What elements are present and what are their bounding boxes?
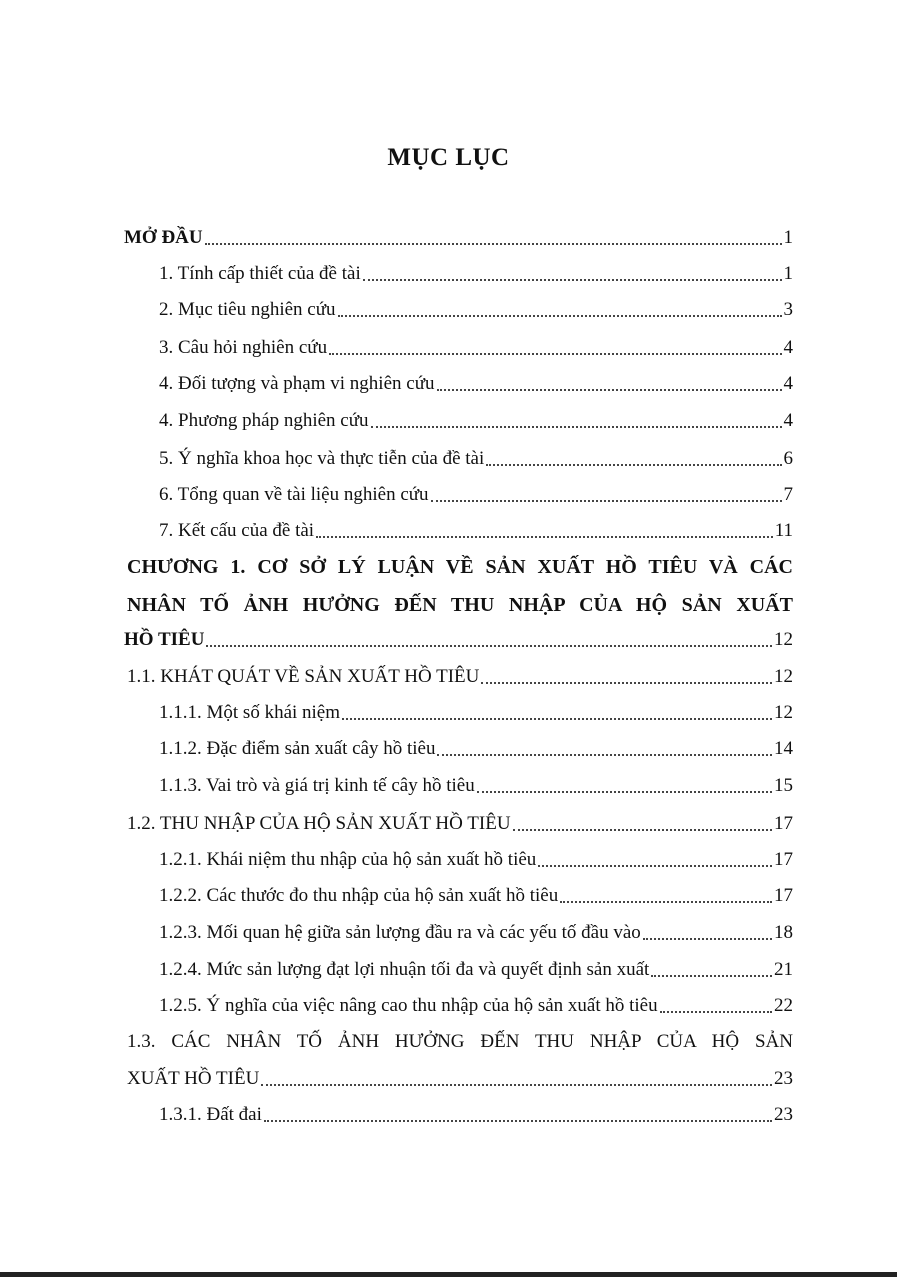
toc-page-number: 18 (774, 922, 793, 943)
toc-entry[interactable] (124, 226, 793, 250)
leader-dots (513, 828, 772, 831)
toc-entry[interactable] (127, 665, 793, 689)
leader-dots (481, 681, 772, 684)
toc-entry-text: 1.2.1. Khái niệm thu nhập của hộ sản xuất hồ tiêu (159, 849, 537, 870)
toc-entry[interactable] (159, 447, 793, 471)
leader-dots (371, 425, 782, 428)
leader-dots (560, 900, 772, 903)
toc-page-number: 23 (774, 1104, 793, 1125)
toc-entry-text: 1.1. KHÁT QUÁT VỀ SẢN XUẤT HỒ TIÊU (127, 666, 480, 687)
toc-page-number: 7 (783, 484, 793, 505)
leader-dots (660, 1010, 772, 1013)
toc-page-number: 23 (774, 1068, 793, 1089)
leader-dots (651, 974, 772, 977)
toc-entry[interactable] (159, 409, 793, 433)
section-heading-line[interactable]: 1.3. CÁC NHÂN TỐ ẢNH HƯỞNG ĐẾN THU NHẬP CỦA HỘ SẢN (127, 1031, 793, 1052)
toc-page-number: 12 (774, 629, 793, 650)
toc-entry[interactable] (159, 483, 793, 507)
leader-dots (338, 314, 782, 317)
toc-page-number: 21 (774, 959, 793, 980)
toc-page-number: 1 (783, 227, 793, 248)
toc-entry-text: XUẤT HỒ TIÊU (127, 1068, 260, 1089)
leader-dots (437, 388, 782, 391)
toc-entry[interactable] (159, 372, 793, 396)
leader-dots (486, 463, 781, 466)
toc-entry-text: 4. Phương pháp nghiên cứu (159, 410, 369, 431)
toc-entry[interactable] (159, 921, 793, 945)
toc-page-number: 17 (774, 813, 793, 834)
leader-dots (643, 937, 772, 940)
toc-page-number: 1 (783, 263, 793, 284)
leader-dots (538, 864, 772, 867)
toc-page-number: 12 (774, 702, 793, 723)
page-title: MỤC LỤC (387, 144, 510, 171)
leader-dots (261, 1083, 772, 1086)
toc-entry-text: 1.2. THU NHẬP CỦA HỘ SẢN XUẤT HỒ TIÊU (127, 813, 511, 834)
toc-entry[interactable] (159, 262, 793, 286)
toc-entry-text: 1.3.1. Đất đai (159, 1104, 262, 1125)
toc-page-number: 17 (774, 885, 793, 906)
toc-entry-text: 1.2.2. Các thước đo thu nhập của hộ sản xuất hồ tiêu (159, 885, 559, 906)
toc-entry-text: 4. Đối tượng và phạm vi nghiên cứu (159, 373, 435, 394)
leader-dots (342, 717, 772, 720)
leader-dots (206, 644, 772, 647)
leader-dots (431, 499, 782, 502)
toc-entry[interactable] (159, 884, 793, 908)
toc-page-number: 15 (774, 775, 793, 796)
toc-entry-text: 1. Tính cấp thiết của đề tài (159, 263, 361, 284)
toc-entry[interactable] (159, 701, 793, 725)
toc-entry[interactable] (127, 812, 793, 836)
toc-entry[interactable] (159, 519, 793, 543)
chapter-heading-line[interactable]: NHÂN TỐ ẢNH HƯỞNG ĐẾN THU NHẬP CỦA HỘ SẢN XUẤT (127, 594, 793, 616)
toc-page-number: 4 (783, 410, 793, 431)
leader-dots (316, 535, 773, 538)
toc-entry-text: 7. Kết cấu của đề tài (159, 520, 315, 541)
toc-entry[interactable] (127, 1067, 793, 1091)
toc-entry[interactable] (124, 628, 793, 652)
toc-page-number: 17 (774, 849, 793, 870)
leader-dots (477, 790, 772, 793)
toc-page-number: 6 (783, 448, 793, 469)
toc-entry[interactable] (159, 298, 793, 322)
toc-entry-text: 1.1.2. Đặc điểm sản xuất cây hồ tiêu (159, 738, 436, 759)
toc-entry-text: 1.1.3. Vai trò và giá trị kinh tế cây hồ tiêu (159, 775, 475, 796)
leader-dots (329, 352, 781, 355)
leader-dots (437, 753, 772, 756)
toc-entry[interactable] (159, 958, 793, 982)
toc-entry-text: 1.2.3. Mối quan hệ giữa sản lượng đầu ra và các yếu tố đầu vào (159, 922, 641, 943)
toc-entry-text: 1.2.5. Ý nghĩa của việc nâng cao thu nhập của hộ sản xuất hồ tiêu (159, 995, 658, 1016)
toc-entry[interactable] (159, 737, 793, 761)
toc-entry-text: 1.1.1. Một số khái niệm (159, 702, 341, 723)
toc-entry-text: 3. Câu hỏi nghiên cứu (159, 337, 328, 358)
toc-page-number: 4 (783, 337, 793, 358)
chapter-heading-line[interactable]: CHƯƠNG 1. CƠ SỞ LÝ LUẬN VỀ SẢN XUẤT HỒ TIÊU VÀ CÁC (127, 556, 793, 578)
toc-entry[interactable] (159, 774, 793, 798)
toc-entry[interactable] (159, 1103, 793, 1127)
toc-entry-text: 5. Ý nghĩa khoa học và thực tiễn của đề tài (159, 448, 485, 469)
toc-entry[interactable] (159, 994, 793, 1018)
page-bottom-edge (0, 1272, 897, 1277)
leader-dots (205, 242, 782, 245)
toc-page-number: 4 (783, 373, 793, 394)
toc-entry-text: MỞ ĐẦU (124, 227, 203, 248)
toc-page-number: 11 (774, 520, 793, 541)
toc-page-number: 14 (774, 738, 793, 759)
leader-dots (264, 1119, 772, 1122)
toc-entry-text: 6. Tổng quan về tài liệu nghiên cứu (159, 484, 429, 505)
leader-dots (363, 278, 782, 281)
toc-entry-text: HỒ TIÊU (124, 629, 205, 650)
toc-entry-text: 1.2.4. Mức sản lượng đạt lợi nhuận tối đa và quyết định sản xuất (159, 959, 650, 980)
toc-page-number: 22 (774, 995, 793, 1016)
toc-entry[interactable] (159, 848, 793, 872)
toc-entry[interactable] (159, 336, 793, 360)
toc-page-number: 12 (774, 666, 793, 687)
toc-entry-text: 2. Mục tiêu nghiên cứu (159, 299, 336, 320)
toc-page-number: 3 (783, 299, 793, 320)
